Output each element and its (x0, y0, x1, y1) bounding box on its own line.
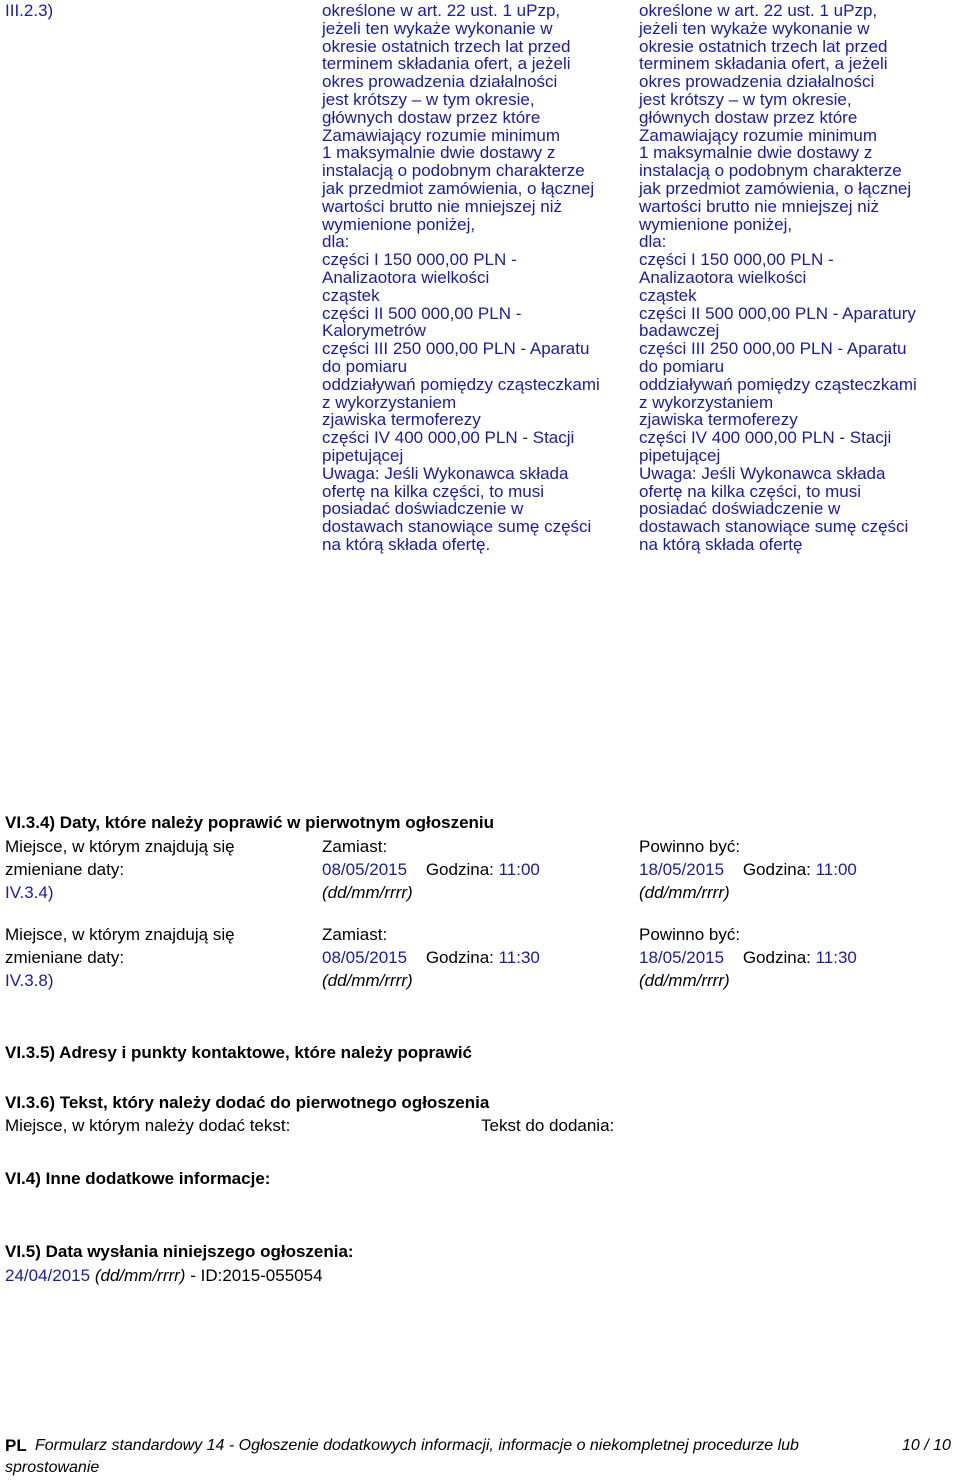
text-line: określone w art. 22 ust. 1 uPzp, (322, 1, 561, 20)
text-line: części II 500 000,00 PLN - (322, 303, 522, 323)
vi34-heading: VI.3.4) Daty, które należy poprawić w pierwotnym ogłoszeniu (5, 813, 495, 832)
should-hour: 11:30 (815, 948, 857, 967)
instead-label: Zamiast: (322, 837, 388, 856)
text-line: instalacją o podobnym charakterze (639, 161, 902, 181)
text-line: pipetującej (322, 445, 404, 465)
sent-date: 24/04/2015 (5, 1266, 91, 1285)
should-be-text-column (639, 2, 917, 554)
text-line: Uwaga: Jeśli Wykonawca składa (639, 463, 886, 483)
text-line: części IV 400 000,00 PLN - Stacji (639, 428, 892, 448)
text-line: dla: (322, 232, 350, 252)
text-line: terminem składania ofert, a jeżeli (322, 54, 571, 74)
instead-date: 08/05/2015 (322, 948, 408, 967)
text-line: cząstek (639, 285, 697, 305)
text-line: części III 250 000,00 PLN - Aparatu (322, 339, 590, 359)
text-line: jak przedmiot zamówienia, o łącznej (639, 178, 912, 198)
text-line: części II 500 000,00 PLN - Aparatury (639, 303, 916, 323)
text-line: wartości brutto nie mniejszej niż (639, 196, 879, 216)
text-line: badawczej (639, 321, 720, 341)
text-line: wymienione poniżej, (322, 214, 476, 234)
text-line: Zamawiający rozumie minimum (639, 125, 878, 145)
text-line: okres prowadzenia działalności (639, 72, 875, 92)
footer-title: Formularz standardowy 14 - Ogłoszenie dodatkowych informacji, informacje o niekompletnej procedurze lub (35, 1437, 799, 1454)
text-line: okres prowadzenia działalności (322, 72, 558, 92)
page-number: 10 / 10 (902, 1437, 951, 1454)
add-place-label: Miejsce, w którym należy dodać tekst: (5, 1116, 291, 1135)
hour-label: Godzina: (742, 860, 811, 879)
text-line: terminem składania ofert, a jeżeli (639, 54, 888, 74)
text-line: jest krótszy – w tym okresie, (639, 89, 852, 109)
should-date: 18/05/2015 (639, 860, 725, 879)
instead-date: 08/05/2015 (322, 860, 408, 879)
vi5-heading: VI.5) Data wysłania niniejszego ogłoszenia: (5, 1242, 354, 1261)
text-line: 1 maksymalnie dwie dostawy z (322, 143, 556, 163)
text-line: Analizaotora wielkości (639, 267, 807, 287)
hour-label: Godzina: (425, 948, 494, 967)
should-date: 18/05/2015 (639, 948, 725, 967)
text-line: głównych dostaw przez które (639, 107, 858, 127)
vi35-heading: VI.3.5) Adresy i punkty kontaktowe, które należy poprawić (5, 1043, 473, 1062)
should-hour: 11:00 (815, 860, 857, 879)
text-line: 1 maksymalnie dwie dostawy z (639, 143, 873, 163)
place-line: Miejsce, w którym znajdują się (5, 925, 235, 944)
instead-text-column (322, 2, 600, 554)
text-line: do pomiaru (639, 356, 725, 376)
text-line: okresie ostatnich trzech lat przed (639, 36, 888, 56)
text-line: okresie ostatnich trzech lat przed (322, 36, 571, 56)
text-line: oddziaływań pomiędzy cząsteczkami (322, 374, 600, 394)
instead-hour: 11:00 (498, 860, 540, 879)
place-line: zmieniane daty: (5, 948, 125, 967)
text-line: jest krótszy – w tym okresie, (322, 89, 535, 109)
date-format: (dd/mm/rrrr) (322, 883, 413, 902)
text-line: części I 150 000,00 PLN - (322, 250, 517, 270)
text-line: na którą składa ofertę (639, 534, 803, 554)
hour-label: Godzina: (425, 860, 494, 879)
place-reference: IV.3.8) (5, 971, 54, 990)
text-line: jeżeli ten wykaże wykonanie w (639, 18, 870, 38)
text-line: dla: (639, 232, 667, 252)
instead-hour: 11:30 (498, 948, 540, 967)
text-line: głównych dostaw przez które (322, 107, 541, 127)
text-line: dostawach stanowiące sumę części (322, 517, 592, 537)
text-line: instalacją o podobnym charakterze (322, 161, 585, 181)
text-line: dostawach stanowiące sumę części (639, 517, 909, 537)
place-reference: IV.3.4) (5, 883, 54, 902)
text-line: ofertę na kilka części, to musi (322, 481, 545, 501)
text-line: zjawiska termoferezy (639, 410, 798, 430)
text-line: posiadać doświadczenie w (639, 499, 841, 519)
text-line: pipetującej (639, 445, 721, 465)
add-text-label: Tekst do dodania: (481, 1116, 615, 1135)
vi36-heading: VI.3.6) Tekst, który należy dodać do pierwotnego ogłoszenia (5, 1093, 490, 1112)
text-line: Zamawiający rozumie minimum (322, 125, 561, 145)
footer-language: PL (5, 1436, 27, 1455)
text-line: wartości brutto nie mniejszej niż (322, 196, 562, 216)
text-line: części III 250 000,00 PLN - Aparatu (639, 339, 907, 359)
text-line: części IV 400 000,00 PLN - Stacji (322, 428, 575, 448)
text-line: Analizaotora wielkości (322, 267, 490, 287)
text-line: posiadać doświadczenie w (322, 499, 524, 519)
text-line: na którą składa ofertę. (322, 534, 491, 554)
text-line: części I 150 000,00 PLN - (639, 250, 834, 270)
date-format: (dd/mm/rrrr) (639, 883, 730, 902)
text-line: Uwaga: Jeśli Wykonawca składa (322, 463, 569, 483)
should-label: Powinno być: (639, 837, 741, 856)
text-line: wymienione poniżej, (639, 214, 793, 234)
date-format: (dd/mm/rrrr) (94, 1266, 186, 1285)
text-line: Kalorymetrów (322, 321, 426, 341)
text-line: jak przedmiot zamówienia, o łącznej (322, 178, 595, 198)
date-format: (dd/mm/rrrr) (639, 971, 730, 990)
place-line: zmieniane daty: (5, 860, 125, 879)
text-line: cząstek (322, 285, 380, 305)
text-line: do pomiaru (322, 356, 408, 376)
text-line: określone w art. 22 ust. 1 uPzp, (639, 1, 878, 20)
hour-label: Godzina: (742, 948, 811, 967)
text-line: z wykorzystaniem (322, 392, 457, 412)
text-line: oddziaływań pomiędzy cząsteczkami (639, 374, 917, 394)
section-label: III.2.3) (5, 1, 54, 20)
place-line: Miejsce, w którym znajdują się (5, 837, 235, 856)
text-line: zjawiska termoferezy (322, 410, 481, 430)
footer-title-continued: sprostowanie (5, 1459, 100, 1476)
vi4-heading: VI.4) Inne dodatkowe informacje: (5, 1169, 271, 1188)
text-line: z wykorzystaniem (639, 392, 774, 412)
notice-id: - ID:2015-055054 (190, 1266, 323, 1285)
text-line: ofertę na kilka części, to musi (639, 481, 862, 501)
date-format: (dd/mm/rrrr) (322, 971, 413, 990)
should-label: Powinno być: (639, 925, 741, 944)
text-line: jeżeli ten wykaże wykonanie w (322, 18, 553, 38)
instead-label: Zamiast: (322, 925, 388, 944)
